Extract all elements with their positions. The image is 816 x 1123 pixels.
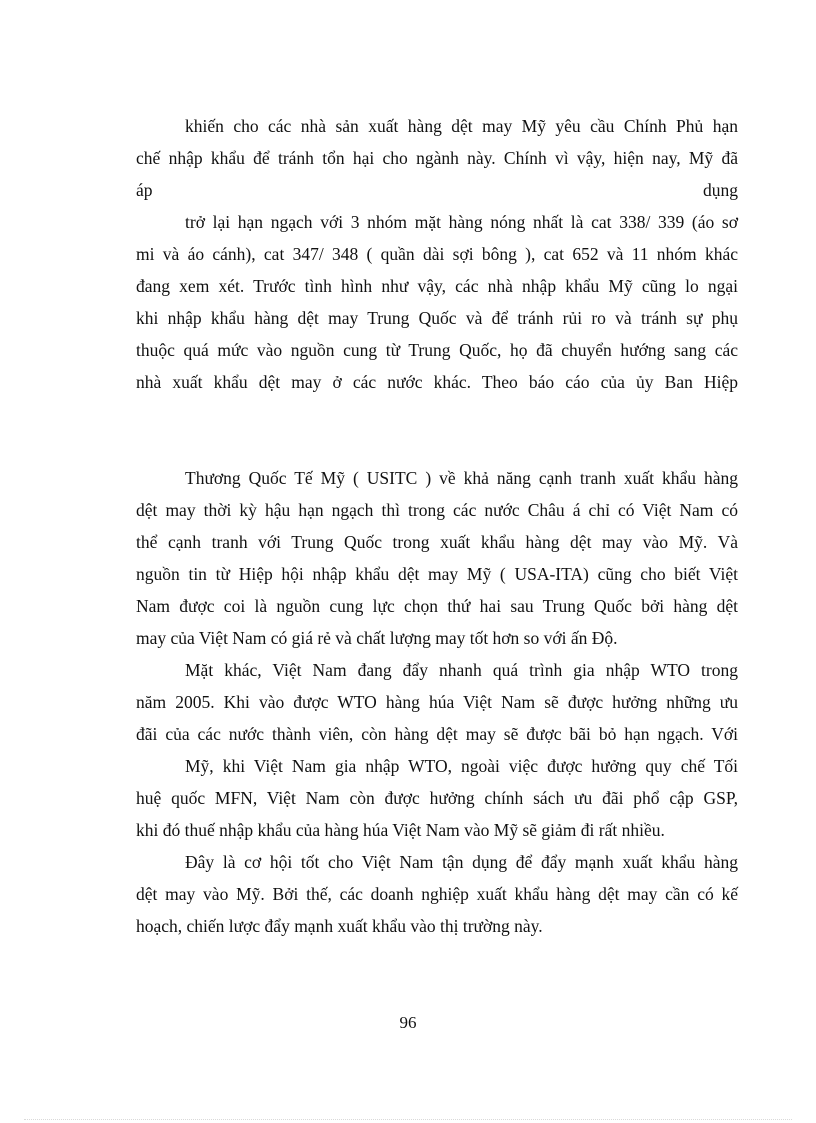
text-line: Mỹ, khi Việt Nam gia nhập WTO, ngoài việc được hưởng quy chế Tối bbox=[185, 756, 738, 776]
text-line: Đây là cơ hội tốt cho Việt Nam tận dụng để đẩy mạnh xuất khẩu hàng bbox=[185, 852, 738, 872]
text-line: áp dụng bbox=[136, 180, 738, 200]
text-line: nhà xuất khẩu dệt may ở các nước khác. Theo báo cáo của ủy Ban Hiệp bbox=[136, 372, 738, 392]
text-line: thuộc quá mức vào nguồn cung từ Trung Quốc, họ đã chuyển hướng sang các bbox=[136, 340, 738, 360]
text-line: dệt may vào Mỹ. Bởi thế, các doanh nghiệp xuất khẩu hàng dệt may cần có kế bbox=[136, 884, 738, 904]
text-line: mi và áo cánh), cat 347/ 348 ( quần dài sợi bông ), cat 652 và 11 nhóm khác bbox=[136, 244, 738, 264]
text-line: trở lại hạn ngạch với 3 nhóm mặt hàng nóng nhất là cat 338/ 339 (áo sơ bbox=[185, 212, 738, 232]
text-line: nguồn tin từ Hiệp hội nhập khẩu dệt may Mỹ ( USA-ITA) cũng cho biết Việt bbox=[136, 564, 738, 584]
text-line: Mặt khác, Việt Nam đang đẩy nhanh quá trình gia nhập WTO trong bbox=[185, 660, 738, 680]
text-line: hoạch, chiến lược đẩy mạnh xuất khẩu vào thị trường này. bbox=[136, 916, 543, 936]
text-line: đang xem xét. Trước tình hình như vậy, các nhà nhập khẩu Mỹ cũng lo ngại bbox=[136, 276, 738, 296]
text-line: khi nhập khẩu hàng dệt may Trung Quốc và để tránh rủi ro và tránh sự phụ bbox=[136, 308, 738, 328]
text-line: chế nhập khẩu để tránh tổn hại cho ngành này. Chính vì vậy, hiện nay, Mỹ đã bbox=[136, 148, 738, 168]
text-line: may của Việt Nam có giá rẻ và chất lượng may tốt hơn so với ấn Độ. bbox=[136, 628, 618, 648]
text-line: khi đó thuế nhập khẩu của hàng húa Việt Nam vào Mỹ sẽ giảm đi rất nhiều. bbox=[136, 820, 665, 840]
text-line: Thương Quốc Tế Mỹ ( USITC ) về khả năng cạnh tranh xuất khẩu hàng bbox=[185, 468, 738, 488]
text-line: thể cạnh tranh với Trung Quốc trong xuất khẩu hàng dệt may vào Mỹ. Và bbox=[136, 532, 738, 552]
text-line: Nam được coi là nguồn cung lực chọn thứ hai sau Trung Quốc bởi hàng dệt bbox=[136, 596, 738, 616]
text-line: huệ quốc MFN, Việt Nam còn được hưởng chính sách ưu đãi phổ cập GSP, bbox=[136, 788, 738, 808]
text-line: khiến cho các nhà sản xuất hàng dệt may Mỹ yêu cầu Chính Phủ hạn bbox=[185, 116, 738, 136]
text-line: dệt may thời kỳ hậu hạn ngạch thì trong các nước Châu á chỉ có Việt Nam có bbox=[136, 500, 738, 520]
page-number: 96 bbox=[399, 1013, 417, 1032]
text-line: năm 2005. Khi vào được WTO hàng húa Việt Nam sẽ được hưởng những ưu bbox=[136, 692, 738, 712]
text-line: đãi của các nước thành viên, còn hàng dệt may sẽ được bãi bỏ hạn ngạch. Với bbox=[136, 724, 738, 744]
footer-divider bbox=[24, 1119, 792, 1120]
